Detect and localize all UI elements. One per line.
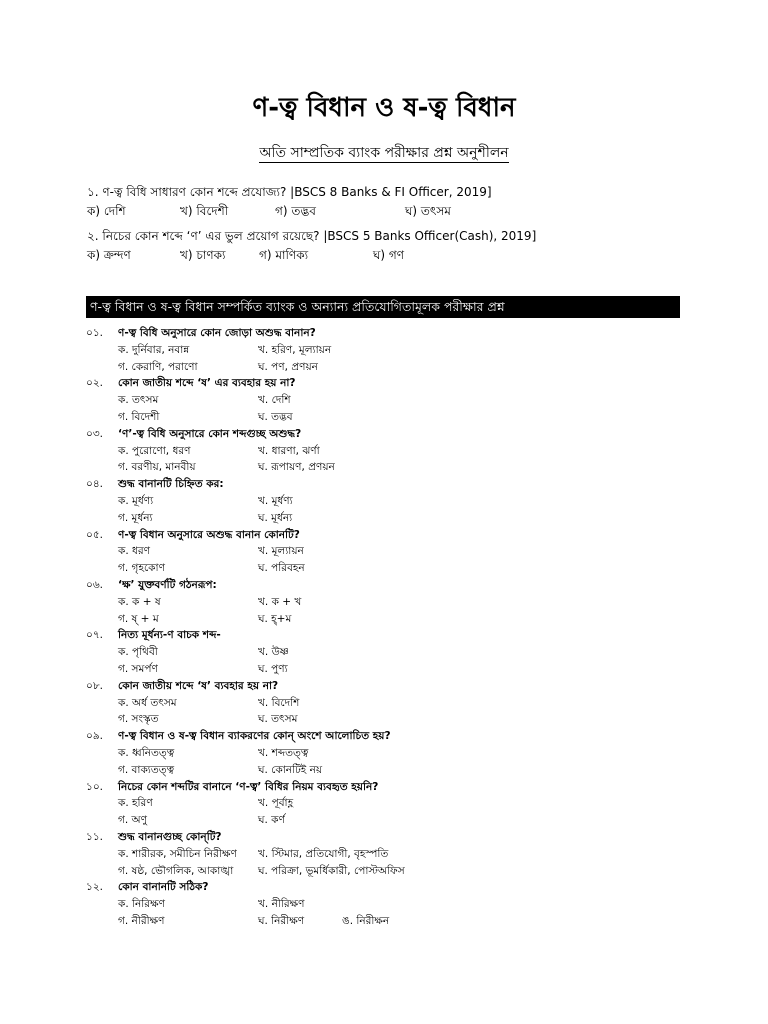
option: ঘ. নিরীক্ষণ <box>258 914 305 927</box>
option-row <box>86 695 686 712</box>
option: খ) চাণক্য <box>180 248 226 262</box>
option: ঘ. পণ, প্রণয়ন <box>258 360 318 373</box>
option: খ. নীরিক্ষণ <box>258 898 305 911</box>
option: ঘ. কর্ণ <box>258 814 285 827</box>
question-number: ০৭. <box>86 629 103 642</box>
question-number: ১২. <box>86 881 103 894</box>
question-row <box>86 476 686 493</box>
option-row <box>86 812 686 829</box>
question-row <box>86 678 686 695</box>
option: ক. হরিণ <box>118 797 153 810</box>
question-row <box>86 627 686 644</box>
question-text: ণ-ত্ব বিধান অনুসারে অশুদ্ধ বানান কোনটি? <box>118 528 300 541</box>
option: খ) বিদেশী <box>180 204 229 218</box>
option-row <box>86 459 686 476</box>
option-row <box>86 342 686 359</box>
question-row <box>86 829 686 846</box>
option: গ) তদ্ভব <box>275 204 316 218</box>
question-row <box>86 879 686 896</box>
option: ক. দুর্নিবার, নবান্ন <box>118 343 190 356</box>
question-row <box>86 325 686 342</box>
question-list <box>86 325 686 930</box>
option: ঘ. মূর্ধন্য <box>258 511 293 524</box>
top-question-text: ১. ণ-ত্ব বিধি সাধারণ কোন শব্দে প্রযোজ্য? |BSCS 8 Banks & FI Officer, 2019] <box>87 185 492 199</box>
question-text: কোন জাতীয় শব্দে ‘ষ’ এর ব্যবহার হয় না? <box>118 377 296 390</box>
option: ক) দেশি <box>87 204 126 218</box>
option: গ. গৃহকোণ <box>118 562 165 575</box>
option: ঘ. রূপায়ণ, প্রণয়ন <box>258 461 335 474</box>
option: খ. মূল্যায়ন <box>258 545 304 558</box>
option: ক. ক + ষ <box>118 595 161 608</box>
option: ক. ধ্বনিতত্ত্ব <box>118 746 175 759</box>
option: ঘ. কোনটিই নয় <box>258 763 323 776</box>
question-text: নিচের কোন শব্দটির বানানে ‘ণ-ত্ব’ বিধির নিয়ম ব্যবহৃত হয়নি? <box>118 780 379 793</box>
question-text: কোন বানানটি সঠিক? <box>118 881 209 894</box>
question-row <box>86 728 686 745</box>
question-number: ০৯. <box>86 730 103 743</box>
option: গ. সংস্কৃত <box>118 713 159 726</box>
page-subtitle <box>0 143 768 163</box>
option-row <box>86 359 686 376</box>
question-number: ০৫. <box>86 528 103 541</box>
question-row <box>86 527 686 544</box>
option: ক. শারীরক, সমীচিন নিরীক্ষণ <box>118 847 237 860</box>
option-row <box>86 443 686 460</box>
option: গ. ষষ্ঠ, ভৌগলিক, আকাঙ্খা <box>118 864 234 877</box>
question-number: ০১. <box>86 327 103 339</box>
option: গ. কেরাণি, পরাণো <box>118 360 198 373</box>
option-row <box>86 594 686 611</box>
option: ঘ) তৎসম <box>405 204 451 218</box>
section-banner: ণ-ত্ব বিধান ও ষ-ত্ব বিধান সম্পর্কিত ব্যাংক ও অন্যান্য প্রতিযোগিতামূলক পরীক্ষার প্রশ্ন <box>86 296 680 318</box>
subtitle-text: অতি সাম্প্রতিক ব্যাংক পরীক্ষার প্রশ্ন অনুশীলন <box>259 145 509 161</box>
option: ঘ. তদ্ভব <box>258 410 293 423</box>
option: খ. শব্দতত্ত্ব <box>258 746 309 759</box>
option-row <box>86 661 686 678</box>
question-row <box>86 577 686 594</box>
question-row <box>86 779 686 796</box>
option-row <box>86 611 686 628</box>
question-row <box>86 426 686 443</box>
option-row <box>87 202 687 221</box>
option: খ. পূর্বাহ্ণ <box>258 797 294 810</box>
option: গ. সমর্পণ <box>118 662 158 675</box>
top-question <box>87 183 687 221</box>
question-text: ণ-ত্ব বিধান ও ষ-ত্ব বিধান ব্যাকরণের কোন্ অংশে আলোচিত হয়? <box>118 730 391 743</box>
option-row <box>86 795 686 812</box>
top-question-text: ২. নিচের কোন শব্দে ‘ণ’ এর ভুল প্রয়োগ রয়েছে? |BSCS 5 Banks Officer(Cash), 2019] <box>87 229 537 243</box>
option-row <box>86 409 686 426</box>
option: ঘ. পরিক্রা, ভূমর্ধিকারী, পোস্টঅফিস <box>258 864 405 877</box>
question-text: শুদ্ধ বানানটি চিহ্নিত কর: <box>118 478 224 491</box>
option: খ. দেশি <box>258 394 291 407</box>
option: ঘ. পুণ্য <box>258 662 288 675</box>
question-row <box>86 375 686 392</box>
question-number: ০৮. <box>86 679 103 692</box>
option-row <box>86 896 686 913</box>
option: ঙ. নিরীক্ষন <box>342 914 390 927</box>
option: ক. নিরিক্ষণ <box>118 898 165 911</box>
option: খ. স্টিমার, প্রতিযোগী, বৃহস্পতি <box>258 847 389 860</box>
option: ক. মূর্ধণ্য <box>118 494 154 507</box>
option: ঘ. তৎসম <box>258 713 298 726</box>
option: গ. অণু <box>118 814 147 827</box>
option: খ. হরিণ, মূল্যায়ন <box>258 343 332 356</box>
option: ক. ধরণ <box>118 545 151 558</box>
option: গ. বাক্যতত্ত্ব <box>118 763 175 776</box>
option-row <box>86 913 686 930</box>
option: খ. ধারণা, ঝর্ণা <box>258 444 320 457</box>
option: ঘ. হ্+ম <box>258 612 292 625</box>
option: খ. ক + খ <box>258 595 302 608</box>
option-row <box>86 560 686 577</box>
question-number: ১০. <box>86 780 103 793</box>
option: ক. অর্ধ তৎসম <box>118 696 177 709</box>
option-row <box>86 392 686 409</box>
option: গ. বিদেশী <box>118 410 160 423</box>
question-text: ‘ণ’-ত্ব বিধি অনুসারে কোন শব্দগুচ্ছ অশুদ্ধ? <box>118 427 302 440</box>
option-row <box>86 510 686 527</box>
question-number: ০৬. <box>86 578 103 591</box>
option: গ. মূর্ধন্য <box>118 511 153 524</box>
question-text: নিত্য মূর্ধন্য-ণ বাচক শব্দ- <box>118 629 221 642</box>
option: ক) ক্রন্দণ <box>87 248 131 262</box>
question-text: শুদ্ধ বানানগুচ্ছ কোন্‌টি? <box>118 830 222 843</box>
option: ঘ. পরিবহন <box>258 562 305 575</box>
option-row <box>86 543 686 560</box>
question-text: কোন জাতীয় শব্দে ‘ষ’ ব্যবহার হয় না? <box>118 679 279 692</box>
option-row <box>86 644 686 661</box>
option: খ. বিদেশি <box>258 696 300 709</box>
question-number: ১১. <box>86 830 103 843</box>
question-number: ০৪. <box>86 478 103 491</box>
option: গ. বরণীয়, মানবীয় <box>118 461 196 474</box>
question-number: ০২. <box>86 377 103 390</box>
option-row <box>86 745 686 762</box>
option-row <box>86 863 686 880</box>
question-text: ‘ক্ষ’ যুক্তবর্ণটি গঠনরূপ: <box>118 578 217 591</box>
option-row <box>87 246 687 265</box>
option: ক. পৃথিবী <box>118 646 158 659</box>
page-title: ণ-ত্ব বিধান ও ষ-ত্ব বিধান <box>252 93 516 123</box>
question-number: ০৩. <box>86 427 103 440</box>
option: গ. ষ্ + ম <box>118 612 159 625</box>
option-row <box>86 493 686 510</box>
option: ক. পুরোণো, ধরণ <box>118 444 191 457</box>
option: খ. উষ্ণ <box>258 646 289 659</box>
option: ক. তৎসম <box>118 394 159 407</box>
option-row <box>86 846 686 863</box>
option-row <box>86 762 686 779</box>
question-text: ণ-ত্ব বিধি অনুসারে কোন জোড়া অশুদ্ধ বানান? <box>118 327 316 339</box>
option: ঘ) গণ <box>373 248 405 262</box>
option: গ) মাণিক্য <box>259 248 309 262</box>
option-row <box>86 711 686 728</box>
top-question <box>87 227 687 265</box>
option: খ. মূর্ধণ্য <box>258 494 293 507</box>
option: গ. নীরীক্ষণ <box>118 914 165 927</box>
